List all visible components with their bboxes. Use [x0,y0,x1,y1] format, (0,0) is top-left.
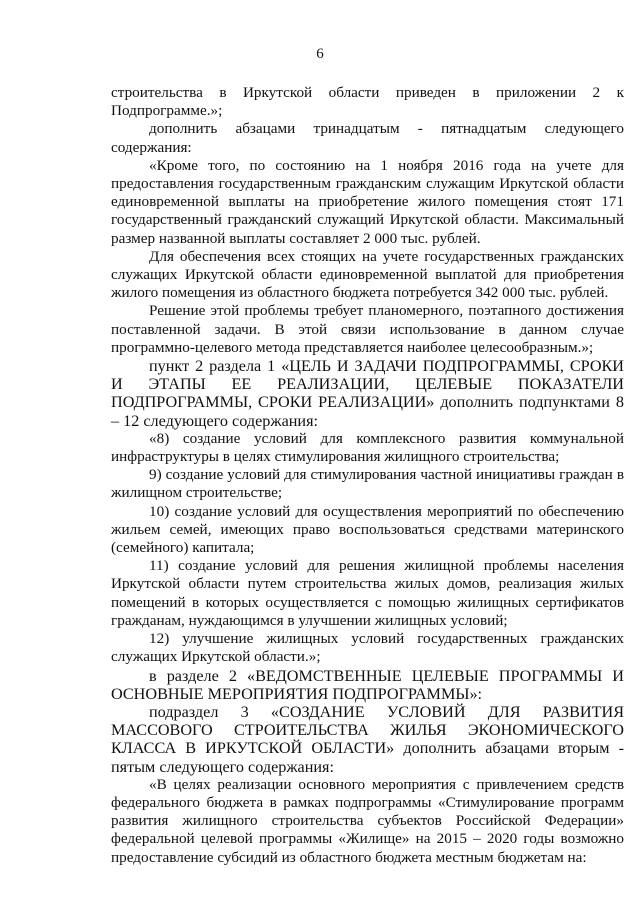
paragraph-7: «8) создание условий для комплексного развития коммунальной инфраструктуры в целях стимулирования жилищного строительства; [111,429,624,466]
paragraph-9: 10) создание условий для осуществления мероприятий по обеспечению жильем семей, имеющих право воспользоваться средствами материнского (семейного) капитала; [111,502,624,557]
paragraph-6: пункт 2 раздела 1 «ЦЕЛЬ И ЗАДАЧИ ПОДПРОГРАММЫ, СРОКИ И ЭТАПЫ ЕЕ РЕАЛИЗАЦИИ, ЦЕЛЕВЫЕ ПОКАЗАТЕЛИ ПОДПРОГРАММЫ, СРОКИ РЕАЛИЗАЦИИ» дополнить подпунктами 8 – 12 следующего содержания: [111,357,624,430]
paragraph-4: Для обеспечения всех стоящих на учете государственных гражданских служащих Иркутской области единовременной выплатой для приобретения жилого помещения из областного бюджета потребуется 342 000 тыс. рублей. [111,247,624,302]
paragraph-2: дополнить абзацами тринадцатым - пятнадцатым следующего содержания: [111,120,624,156]
paragraph-10: 11) создание условий для решения жилищной проблемы населения Иркутской области путем строительства жилых домов, реализация жилых помещений в которых осуществляется с помощью жилищных сертификатов гражданам, нуждающимся в улучшении жилищных условий; [111,557,624,629]
paragraph-14: «В целях реализации основного мероприятия с привлечением средств федерального бюджета в рамках подпрограммы «Стимулирование программ развития жилищного строительства субъектов Российской Федерации» федеральной целевой программы «Жилище» на 2015 – 2020 годы возможно предоставление субсидий из областного бюджета местным бюджетам на: [111,775,624,866]
paragraph-5: Решение этой проблемы требует планомерного, поэтапного достижения поставленной задачи. В этой связи использование в данном случае программно-целевого метода представляется наиболее целесообразным.»; [111,302,624,356]
paragraph-8: 9) создание условий для стимулирования частной инициативы граждан в жилищном строительстве; [111,466,624,502]
paragraph-12: в разделе 2 «ВЕДОМСТВЕННЫЕ ЦЕЛЕВЫЕ ПРОГРАММЫ И ОСНОВНЫЕ МЕРОПРИЯТИЯ ПОДПРОГРАММЫ»: [111,666,624,703]
paragraph-11: 12) улучшение жилищных условий государственных гражданских служащих Иркутской области.»; [111,630,624,666]
page-number: 6 [316,46,324,62]
paragraph-13: подраздел 3 «СОЗДАНИЕ УСЛОВИЙ ДЛЯ РАЗВИТИЯ МАССОВОГО СТРОИТЕЛЬСТВА ЖИЛЬЯ ЭКОНОМИЧЕСКОГО КЛАССА В ИРКУТСКОЙ ОБЛАСТИ» дополнить абзацами вторым - пятым следующего содержания: [111,702,624,776]
paragraph-1: строительства в Иркутской области приведен в приложении 2 к Подпрограмме.»; [111,84,624,120]
paragraph-3: «Кроме того, по состоянию на 1 ноября 2016 года на учете для предоставления государственным гражданским служащим Иркутской области единовременной выплаты на приобретение жилого помещения стоят 171 государственный гражданский служащий Иркутской области. Максимальный размер названной выплаты составляет 2 000 тыс. рублей. [111,156,624,247]
document-body [111,84,624,867]
